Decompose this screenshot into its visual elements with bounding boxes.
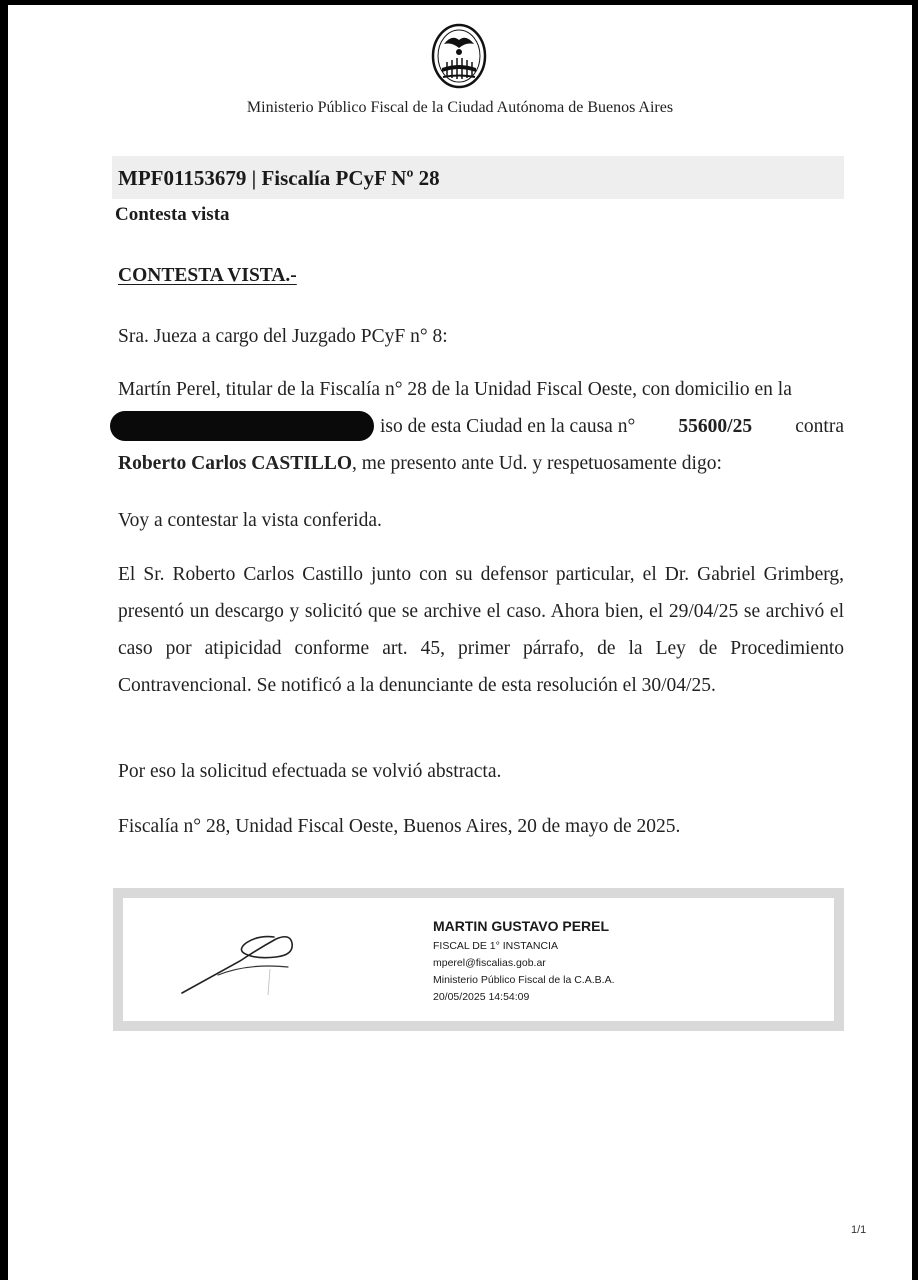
- salutation: Sra. Jueza a cargo del Juzgado PCyF n° 8:: [118, 326, 448, 347]
- redaction-bar: [110, 411, 374, 441]
- signature-block: [113, 888, 844, 1031]
- signature-panel: [123, 898, 834, 1021]
- case-reference-bar: [112, 156, 844, 199]
- signer-name: MARTIN GUSTAVO PEREL: [433, 918, 610, 934]
- case-reference: MPF01153679 | Fiscalía PCyF Nº 28: [118, 166, 440, 190]
- signer-title: FISCAL DE 1° INSTANCIA: [433, 940, 558, 952]
- city-seal-icon: [430, 22, 488, 90]
- signature-timestamp: 20/05/2025 14:54:09: [433, 991, 530, 1003]
- document-subtitle: Contesta vista: [115, 204, 230, 225]
- ministry-header: Ministerio Público Fiscal de la Ciudad Autónoma de Buenos Aires: [246, 99, 674, 116]
- document-heading: CONTESTA VISTA.-: [118, 265, 297, 286]
- intro-line-2: [380, 408, 844, 445]
- signer-email: mperel@fiscalias.gob.ar: [433, 957, 546, 969]
- intro-line-3: [118, 445, 844, 482]
- paragraph-3: Por eso la solicitud efectuada se volvió abstracta.: [118, 761, 502, 782]
- defendant-name: Roberto Carlos CASTILLO: [118, 453, 353, 474]
- paragraph-1: Voy a contestar la vista conferida.: [118, 510, 382, 531]
- intro-line-1: Martín Perel, titular de la Fiscalía n° 28 de la Unidad Fiscal Oeste, con domicilio en la: [118, 379, 792, 400]
- closing-line: Fiscalía n° 28, Unidad Fiscal Oeste, Buenos Aires, 20 de mayo de 2025.: [118, 816, 681, 837]
- document-page: [8, 5, 912, 1280]
- signature-info: [433, 918, 614, 1006]
- handwritten-signature-icon: [178, 923, 318, 1013]
- page-number: 1/1: [851, 1224, 867, 1236]
- intro-line-2-end: contra: [795, 416, 844, 437]
- intro-line-3-text: , me presento ante Ud. y respetuosamente digo:: [352, 453, 722, 474]
- paragraph-2: El Sr. Roberto Carlos Castillo junto con su defensor particular, el Dr. Gabriel Grimberg, presentó un descargo y solicitó que se archive el caso. Ahora bien, el 29/04/25 se archivó el caso por atipicidad conforme art. 45, primer párrafo, de la Ley de Procedimiento Contravencional. Se notificó a la denunciante de esta resolución el 30/04/25.: [118, 564, 844, 696]
- case-number: 55600/25: [678, 416, 753, 437]
- intro-line-2-text: iso de esta Ciudad en la causa n°: [380, 416, 636, 437]
- signer-organization: Ministerio Público Fiscal de la C.A.B.A.: [433, 974, 615, 986]
